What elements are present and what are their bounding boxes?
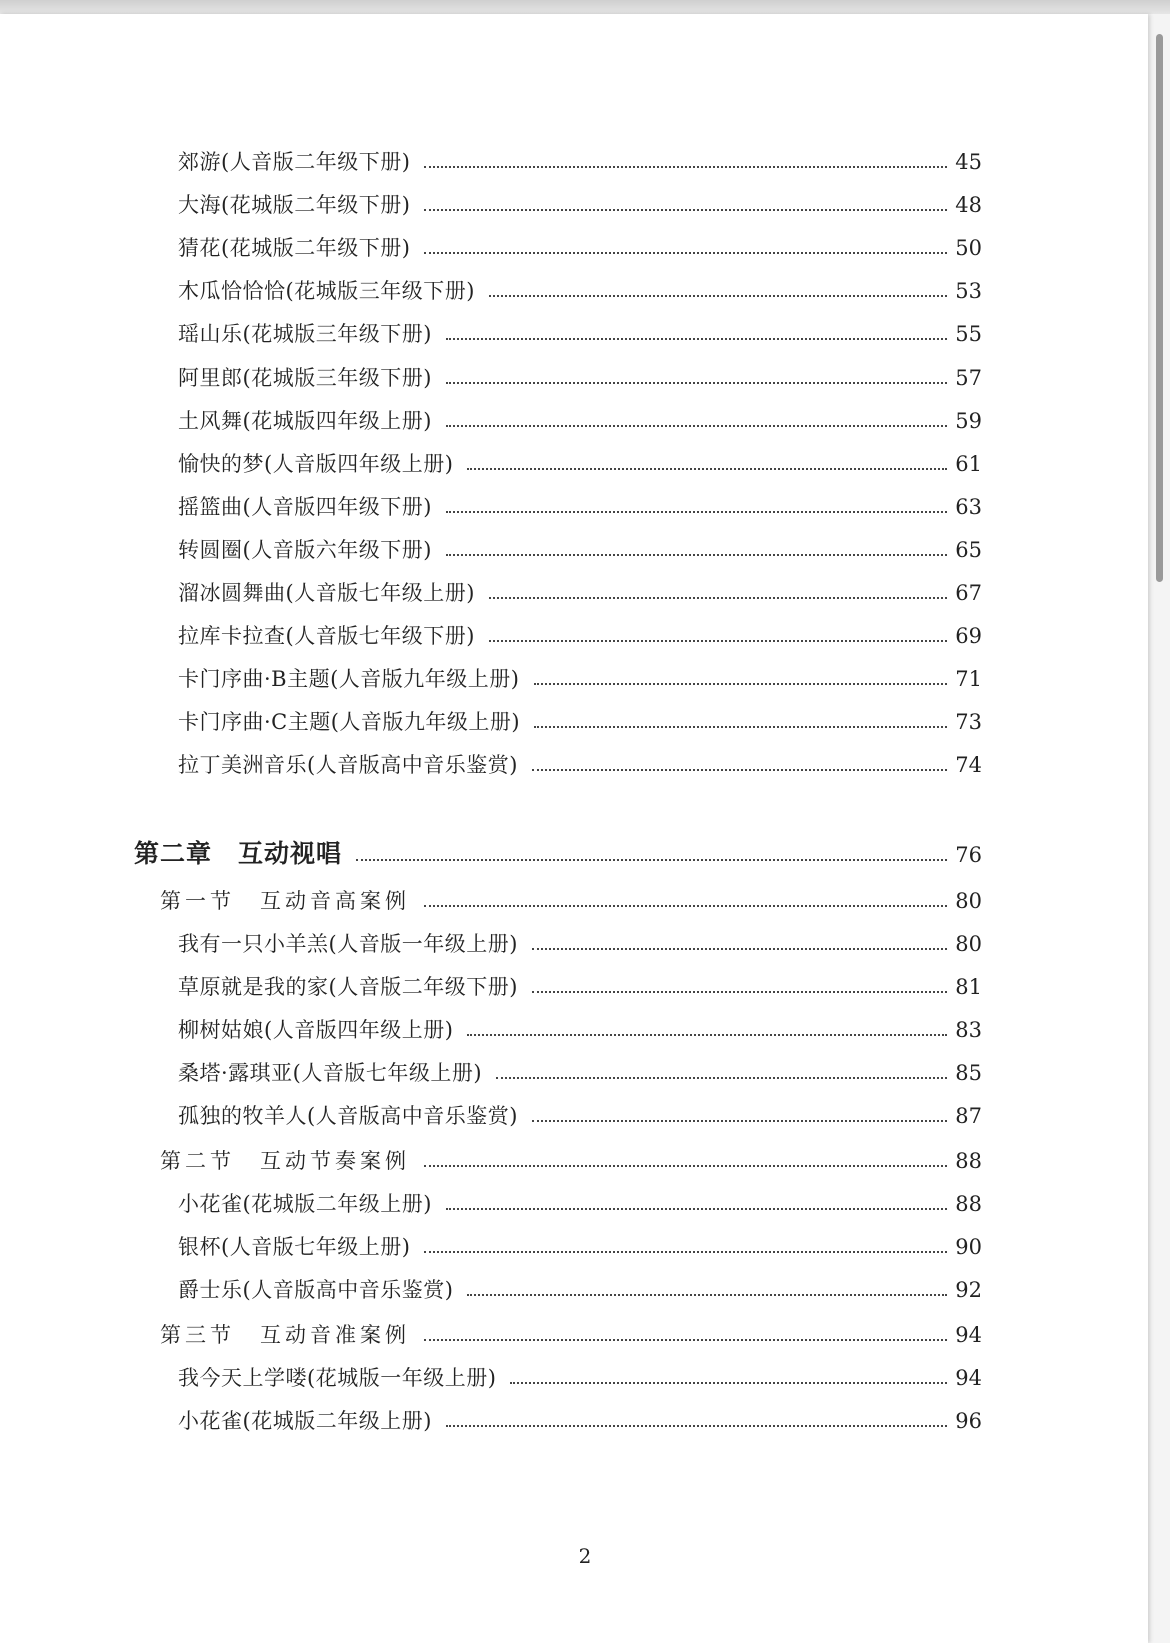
toc-entry[interactable] <box>178 934 982 955</box>
toc-entry-title: 银杯(人音版七年级上册) <box>178 1235 411 1259</box>
dot-leader <box>424 1339 947 1341</box>
toc-section-page: 88 <box>955 1149 982 1173</box>
toc-entry-page: 50 <box>955 236 982 260</box>
toc-entry[interactable] <box>178 1237 982 1258</box>
toc-entry-page: 80 <box>955 932 982 956</box>
toc-entry-title: 小花雀(花城版二年级上册) <box>178 1192 432 1216</box>
toc-entry[interactable] <box>178 152 982 173</box>
toc-entry[interactable] <box>178 1106 982 1127</box>
dot-leader <box>446 554 947 556</box>
toc-entry[interactable] <box>178 583 982 604</box>
toc-entry-page: 90 <box>955 1235 982 1259</box>
toc-entry[interactable] <box>178 1411 982 1432</box>
toc-entry-page: 48 <box>955 193 982 217</box>
dot-leader <box>446 425 947 427</box>
toc-entry-page: 71 <box>955 667 982 691</box>
dot-leader <box>446 1425 947 1427</box>
toc-chapter-title: 第二章 互动视唱 <box>134 839 343 868</box>
toc-entry[interactable] <box>178 324 982 345</box>
toc-section[interactable] <box>160 1325 982 1346</box>
dot-leader <box>489 295 947 297</box>
dot-leader <box>489 597 947 599</box>
toc-entry-title: 大海(花城版二年级下册) <box>178 193 411 217</box>
toc-entry[interactable] <box>178 1368 982 1389</box>
toc-entry-page: 63 <box>955 495 982 519</box>
toc-section[interactable] <box>160 891 982 912</box>
dot-leader <box>356 859 947 861</box>
toc-entry-page: 53 <box>955 279 982 303</box>
toc-entry-title: 卡门序曲·C主题(人音版九年级上册) <box>178 710 521 734</box>
scrollbar-thumb[interactable] <box>1156 34 1163 582</box>
toc-entry[interactable] <box>178 540 982 561</box>
toc-entry-page: 67 <box>955 581 982 605</box>
dot-leader <box>424 252 947 254</box>
toc-entry-title: 柳树姑娘(人音版四年级上册) <box>178 1018 454 1042</box>
toc-entry-page: 87 <box>955 1104 982 1128</box>
toc-entry-title: 摇篮曲(人音版四年级下册) <box>178 495 432 519</box>
toc-entry[interactable] <box>178 755 982 776</box>
dot-leader <box>446 511 947 513</box>
toc-entry[interactable] <box>178 669 982 690</box>
dot-leader <box>496 1077 947 1079</box>
dot-leader <box>467 1034 947 1036</box>
toc-entry-page: 73 <box>955 710 982 734</box>
dot-leader <box>534 726 947 728</box>
dot-leader <box>532 948 947 950</box>
toc-entry[interactable] <box>178 411 982 432</box>
toc-entry-title: 拉丁美洲音乐(人音版高中音乐鉴赏) <box>178 753 518 777</box>
toc-entry-page: 61 <box>955 452 982 476</box>
dot-leader <box>534 683 948 685</box>
toc-entry-page: 81 <box>955 975 982 999</box>
dot-leader <box>467 468 947 470</box>
dot-leader <box>424 209 947 211</box>
dot-leader <box>446 338 947 340</box>
toc-entry-title: 猜花(花城版二年级下册) <box>178 236 411 260</box>
toc-entry-title: 溜冰圆舞曲(人音版七年级上册) <box>178 581 475 605</box>
toc-entry-title: 木瓜恰恰恰(花城版三年级下册) <box>178 279 475 303</box>
toc-entry-title: 小花雀(花城版二年级上册) <box>178 1409 432 1433</box>
toc-chapter[interactable] <box>134 841 982 866</box>
toc-section-title: 第一节 互动音高案例 <box>160 889 410 913</box>
page-number: 2 <box>578 1544 592 1568</box>
dot-leader <box>510 1382 947 1384</box>
toc-entry[interactable] <box>178 497 982 518</box>
dot-leader <box>489 640 947 642</box>
dot-leader <box>424 166 947 168</box>
toc-entry[interactable] <box>178 1280 982 1301</box>
toc-entry-title: 孤独的牧羊人(人音版高中音乐鉴赏) <box>178 1104 518 1128</box>
toc-entry-page: 96 <box>955 1409 982 1433</box>
toc-entry-page: 59 <box>955 409 982 433</box>
toc-entry[interactable] <box>178 1194 982 1215</box>
toc-entry[interactable] <box>178 195 982 216</box>
toc-entry[interactable] <box>178 1020 982 1041</box>
toc-entry-title: 我今天上学喽(花城版一年级上册) <box>178 1366 497 1390</box>
dot-leader <box>446 382 947 384</box>
toc-section-page: 94 <box>955 1323 982 1347</box>
toc-entry[interactable] <box>178 712 982 733</box>
toc-entry-page: 74 <box>955 753 982 777</box>
toc-entry-page: 55 <box>955 322 982 346</box>
toc-entry-title: 阿里郎(花城版三年级下册) <box>178 366 432 390</box>
dot-leader <box>424 1165 947 1167</box>
dot-leader <box>532 991 947 993</box>
toc-entry[interactable] <box>178 977 982 998</box>
toc-chapter-page: 76 <box>955 843 982 867</box>
toc-entry-title: 我有一只小羊羔(人音版一年级上册) <box>178 932 518 956</box>
toc-section-title: 第二节 互动节奏案例 <box>160 1149 410 1173</box>
toc-entry[interactable] <box>178 368 982 389</box>
toc-section-page: 80 <box>955 889 982 913</box>
toc-entry-page: 45 <box>955 150 982 174</box>
toc-entry-page: 92 <box>955 1278 982 1302</box>
toc-entry-page: 88 <box>955 1192 982 1216</box>
toc-entry-title: 拉库卡拉查(人音版七年级下册) <box>178 624 475 648</box>
toc-entry-page: 83 <box>955 1018 982 1042</box>
toc-entry-title: 草原就是我的家(人音版二年级下册) <box>178 975 518 999</box>
toc-entry-title: 郊游(人音版二年级下册) <box>178 150 411 174</box>
dot-leader <box>467 1294 947 1296</box>
toc-entry-title: 瑶山乐(花城版三年级下册) <box>178 322 432 346</box>
toc-entry[interactable] <box>178 281 982 302</box>
toc-entry-title: 土风舞(花城版四年级上册) <box>178 409 432 433</box>
toc-section[interactable] <box>160 1151 982 1172</box>
toc-entry-title: 愉快的梦(人音版四年级上册) <box>178 452 454 476</box>
dot-leader <box>424 905 947 907</box>
toc-entry-title: 卡门序曲·B主题(人音版九年级上册) <box>178 667 520 691</box>
toc-entry[interactable] <box>178 1063 982 1084</box>
toc-section-title: 第三节 互动音准案例 <box>160 1323 410 1347</box>
dot-leader <box>446 1208 947 1210</box>
toc-entry-title: 转圆圈(人音版六年级下册) <box>178 538 432 562</box>
toc-entry-title: 桑塔·露琪亚(人音版七年级上册) <box>178 1061 483 1085</box>
toc-entry-page: 85 <box>955 1061 982 1085</box>
toc-entry-page: 69 <box>955 624 982 648</box>
toc-entry[interactable] <box>178 454 982 475</box>
toc-entry-title: 爵士乐(人音版高中音乐鉴赏) <box>178 1278 454 1302</box>
dot-leader <box>424 1251 947 1253</box>
toc-entry-page: 57 <box>955 366 982 390</box>
toc-entry[interactable] <box>178 626 982 647</box>
dot-leader <box>532 1120 947 1122</box>
toc-entry-page: 94 <box>955 1366 982 1390</box>
dot-leader <box>532 769 947 771</box>
scrollbar-track[interactable] <box>1148 14 1170 1643</box>
toc-entry-page: 65 <box>955 538 982 562</box>
toc-entry[interactable] <box>178 238 982 259</box>
document-page <box>0 14 1148 1643</box>
